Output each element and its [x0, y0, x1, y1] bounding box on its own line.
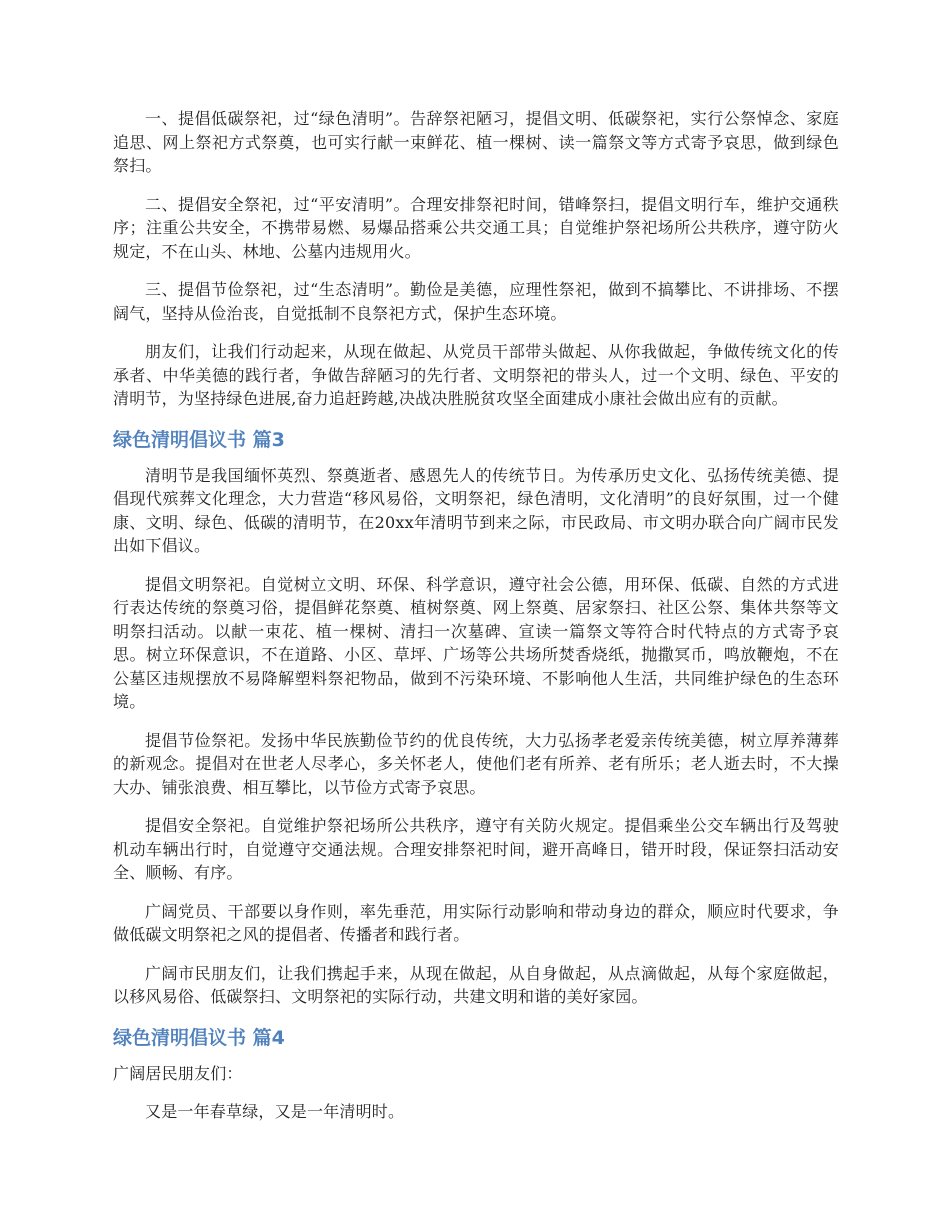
section-heading-4: 绿色清明倡议书 篇4 — [113, 1026, 285, 1049]
paragraph-citizens: 广阔市民朋友们，让我们携起手来，从现在做起，从自身做起，从点滴做起，从每个家庭做起，以移风易俗、低碳祭扫、文明祭祀的实际行动，共建文明和谐的美好家园。 — [113, 963, 839, 1006]
paragraph-proposal-1: 一、提倡低碳祭祀，过“绿色清明”。告辞祭祀陋习，提倡文明、低碳祭祀，实行公祭悼念、家庭追思、网上祭祀方式祭奠，也可实行献一束鲜花、植一棵树、读一篇祭文等方式寄予哀思，做到绿色祭扫。 — [113, 109, 839, 175]
paragraph-opening-line: 又是一年春草绿，又是一年清明时。 — [145, 1102, 405, 1121]
paragraph-safe: 提倡安全祭祀。自觉维护祭祀场所公共秩序，遵守有关防火规定。提倡乘坐公交车辆出行及驾驶机动车辆出行时，自觉遵守交通法规。合理安排祭祀时间，避开高峰日，错开时段，保证祭扫活动安全、顺畅、有序。 — [113, 816, 839, 882]
paragraph-party-members: 广阔党员、干部要以身作则，率先垂范，用实际行动影响和带动身边的群众，顺应时代要求，争做低碳文明祭祀之风的提倡者、传播者和践行者。 — [113, 901, 839, 944]
paragraph-civilized: 提倡文明祭祀。自觉树立文明、环保、科学意识，遵守社会公德，用环保、低碳、自然的方式进行表达传统的祭奠习俗，提倡鲜花祭奠、植树祭奠、网上祭奠、居家祭扫、社区公祭、集体共祭等文明祭扫活动。以献一束花、植一棵树、清扫一次墓碑、宣读一篇祭文等符合时代特点的方式寄予哀思。树立环保意识，不在道路、小区、草坪、广场等公共场所焚香烧纸，抛撒冥币，鸣放鞭炮，不在公墓区违规摆放不易降解塑料祭祀物品，做到不污染环境、不影响他人生活，共同维护绿色的生态环境。 — [113, 574, 839, 711]
paragraph-proposal-3: 三、提倡节俭祭祀，过“生态清明”。勤俭是美德，应理性祭祀，做到不搞攀比、不讲排场、不摆阔气，坚持从俭治丧，自觉抵制不良祭祀方式，保护生态环境。 — [113, 280, 839, 323]
section-heading-3: 绿色清明倡议书 篇3 — [113, 428, 285, 451]
paragraph-closing: 朋友们，让我们行动起来，从现在做起、从党员干部带头做起、从你我做起，争做传统文化的传承者、中华美德的践行者，争做告辞陋习的先行者、文明祭祀的带头人，过一个文明、绿色、平安的清明节，为坚持绿色进展,奋力追赶跨越,决战决胜脱贫攻坚全面建成小康社会做出应有的贡献。 — [113, 342, 839, 408]
paragraph-frugal: 提倡节俭祭祀。发扬中华民族勤俭节约的优良传统，大力弘扬孝老爱亲传统美德，树立厚养薄葬的新观念。提倡对在世老人尽孝心，多关怀老人，使他们老有所养、老有所乐；老人逝去时，不大操大办、铺张浪费、相互攀比，以节俭方式寄予哀思。 — [113, 730, 839, 797]
document-page — [113, 107, 839, 1139]
salutation: 广阔居民朋友们： — [113, 1063, 243, 1083]
paragraph-proposal-2: 二、提倡安全祭祀，过“平安清明”。合理安排祭祀时间，错峰祭扫，提倡文明行车，维护交通秩序；注重公共安全，不携带易燃、易爆品搭乘公共交通工具；自觉维护祭祀场所公共秩序，遵守防火规定，不在山头、林地、公墓内违规用火。 — [113, 194, 839, 261]
paragraph-intro: 清明节是我国缅怀英烈、祭奠逝者、感恩先人的传统节日。为传承历史文化、弘扬传统美德、提倡现代殡葬文化理念，大力营造“移风易俗，文明祭祀，绿色清明，文化清明”的良好氛围，过一个健康、文明、绿色、低碳的清明节，在20xx年清明节到来之际，市民政局、市文明办联合向广阔市民发出如下倡议。 — [113, 465, 839, 555]
